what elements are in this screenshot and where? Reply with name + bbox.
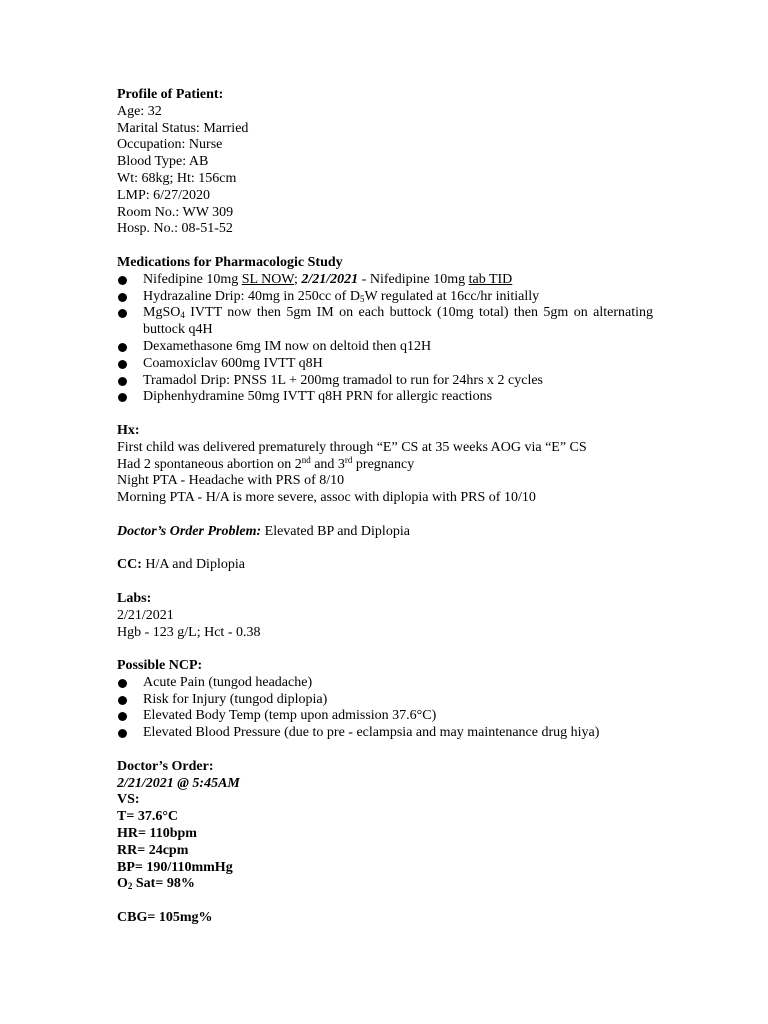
ncp-item: Risk for Injury (tungod diplopia) xyxy=(117,692,653,709)
profile-lmp: LMP: 6/27/2020 xyxy=(117,187,210,203)
doctors-order-datetime: 2/21/2021 @ 5:45AM xyxy=(117,775,240,791)
medication-item: MgSO$_4$ IVTT now then 5gm IM on each buttock (10mg total) then 5gm on alternating buttock q4H xyxy=(117,305,653,339)
profile-room-no: Room No.: WW 309 xyxy=(117,204,234,220)
vital-blood-pressure: BP= 190/110mmHg xyxy=(117,859,233,875)
hx-line: Night PTA - Headache with PRS of 8/10 xyxy=(117,473,345,489)
labs-values: Hgb - 123 g/L; Hct - 0.38 xyxy=(117,624,261,640)
medication-item: Dexamethasone 6mg IM now on deltoid then q12H xyxy=(117,339,653,356)
vital-heart-rate: HR= 110bpm xyxy=(117,826,197,842)
ncp-item: Acute Pain (tungod headache) xyxy=(117,675,653,692)
labs-heading: Labs: xyxy=(117,590,152,606)
profile-hosp-no: Hosp. No.: 08-51-52 xyxy=(117,221,233,237)
hx-line: Morning PTA - H/A is more severe, assoc with diplopia with PRS of 10/10 xyxy=(117,490,536,506)
ncp-heading: Possible NCP: xyxy=(117,658,203,674)
vital-temperature: T= 37.6°C xyxy=(117,809,179,825)
medication-item: Diphenhydramine 50mg IVTT q8H PRN for allergic reactions xyxy=(117,389,653,406)
capillary-blood-glucose: CBG= 105mg% xyxy=(117,910,213,926)
labs-date: 2/21/2021 xyxy=(117,607,174,623)
medication-item: Nifedipine 10mg SL NOW; 2/21/2021 - Nifedipine 10mg tab TID xyxy=(117,272,653,289)
ncp-item: Elevated Body Temp (temp upon admission 37.6°C) xyxy=(117,708,653,725)
medication-item: Hydrazaline Drip: 40mg in 250cc of $D_5W$ regulated at 16cc/hr initially xyxy=(117,289,653,306)
hx-line: First child was delivered prematurely through “E” CS at 35 weeks AOG via “E” CS xyxy=(117,439,587,455)
hx-line: Had 2 spontaneous abortion on 2nd and 3rd pregnancy xyxy=(117,454,415,472)
chief-complaint: CC: H/A and Diplopia xyxy=(117,557,245,573)
vital-respiratory-rate: RR= 24cpm xyxy=(117,842,189,858)
profile-blood-type: Blood Type: AB xyxy=(117,154,209,170)
medication-item: Tramadol Drip: PNSS 1L + 200mg tramadol to run for 24hrs x 2 cycles xyxy=(117,373,653,390)
profile-occupation: Occupation: Nurse xyxy=(117,137,223,153)
vital-oxygen-saturation: $O_2$ Sat= 98% xyxy=(117,876,195,892)
document-page xyxy=(117,87,653,927)
ncp-item: Elevated Blood Pressure (due to pre - eclampsia and may maintenance drug hiya) xyxy=(117,725,653,742)
ncp-list xyxy=(117,675,653,742)
medication-item: Coamoxiclav 600mg IVTT q8H xyxy=(117,356,653,373)
profile-heading: Profile of Patient: xyxy=(117,87,224,102)
profile-age: Age: 32 xyxy=(117,103,162,119)
order-problem: Doctor’s Order Problem: Elevated BP and Diplopia xyxy=(117,523,410,539)
doctors-order-heading: Doctor’s Order: xyxy=(117,758,214,774)
profile-weight-height: Wt: 68kg; Ht: 156cm xyxy=(117,170,237,186)
medication-list xyxy=(117,272,653,406)
profile-marital-status: Marital Status: Married xyxy=(117,120,249,136)
vital-signs-label: VS: xyxy=(117,792,140,808)
meds-heading: Medications for Pharmacologic Study xyxy=(117,254,343,270)
hx-heading: Hx: xyxy=(117,422,140,438)
